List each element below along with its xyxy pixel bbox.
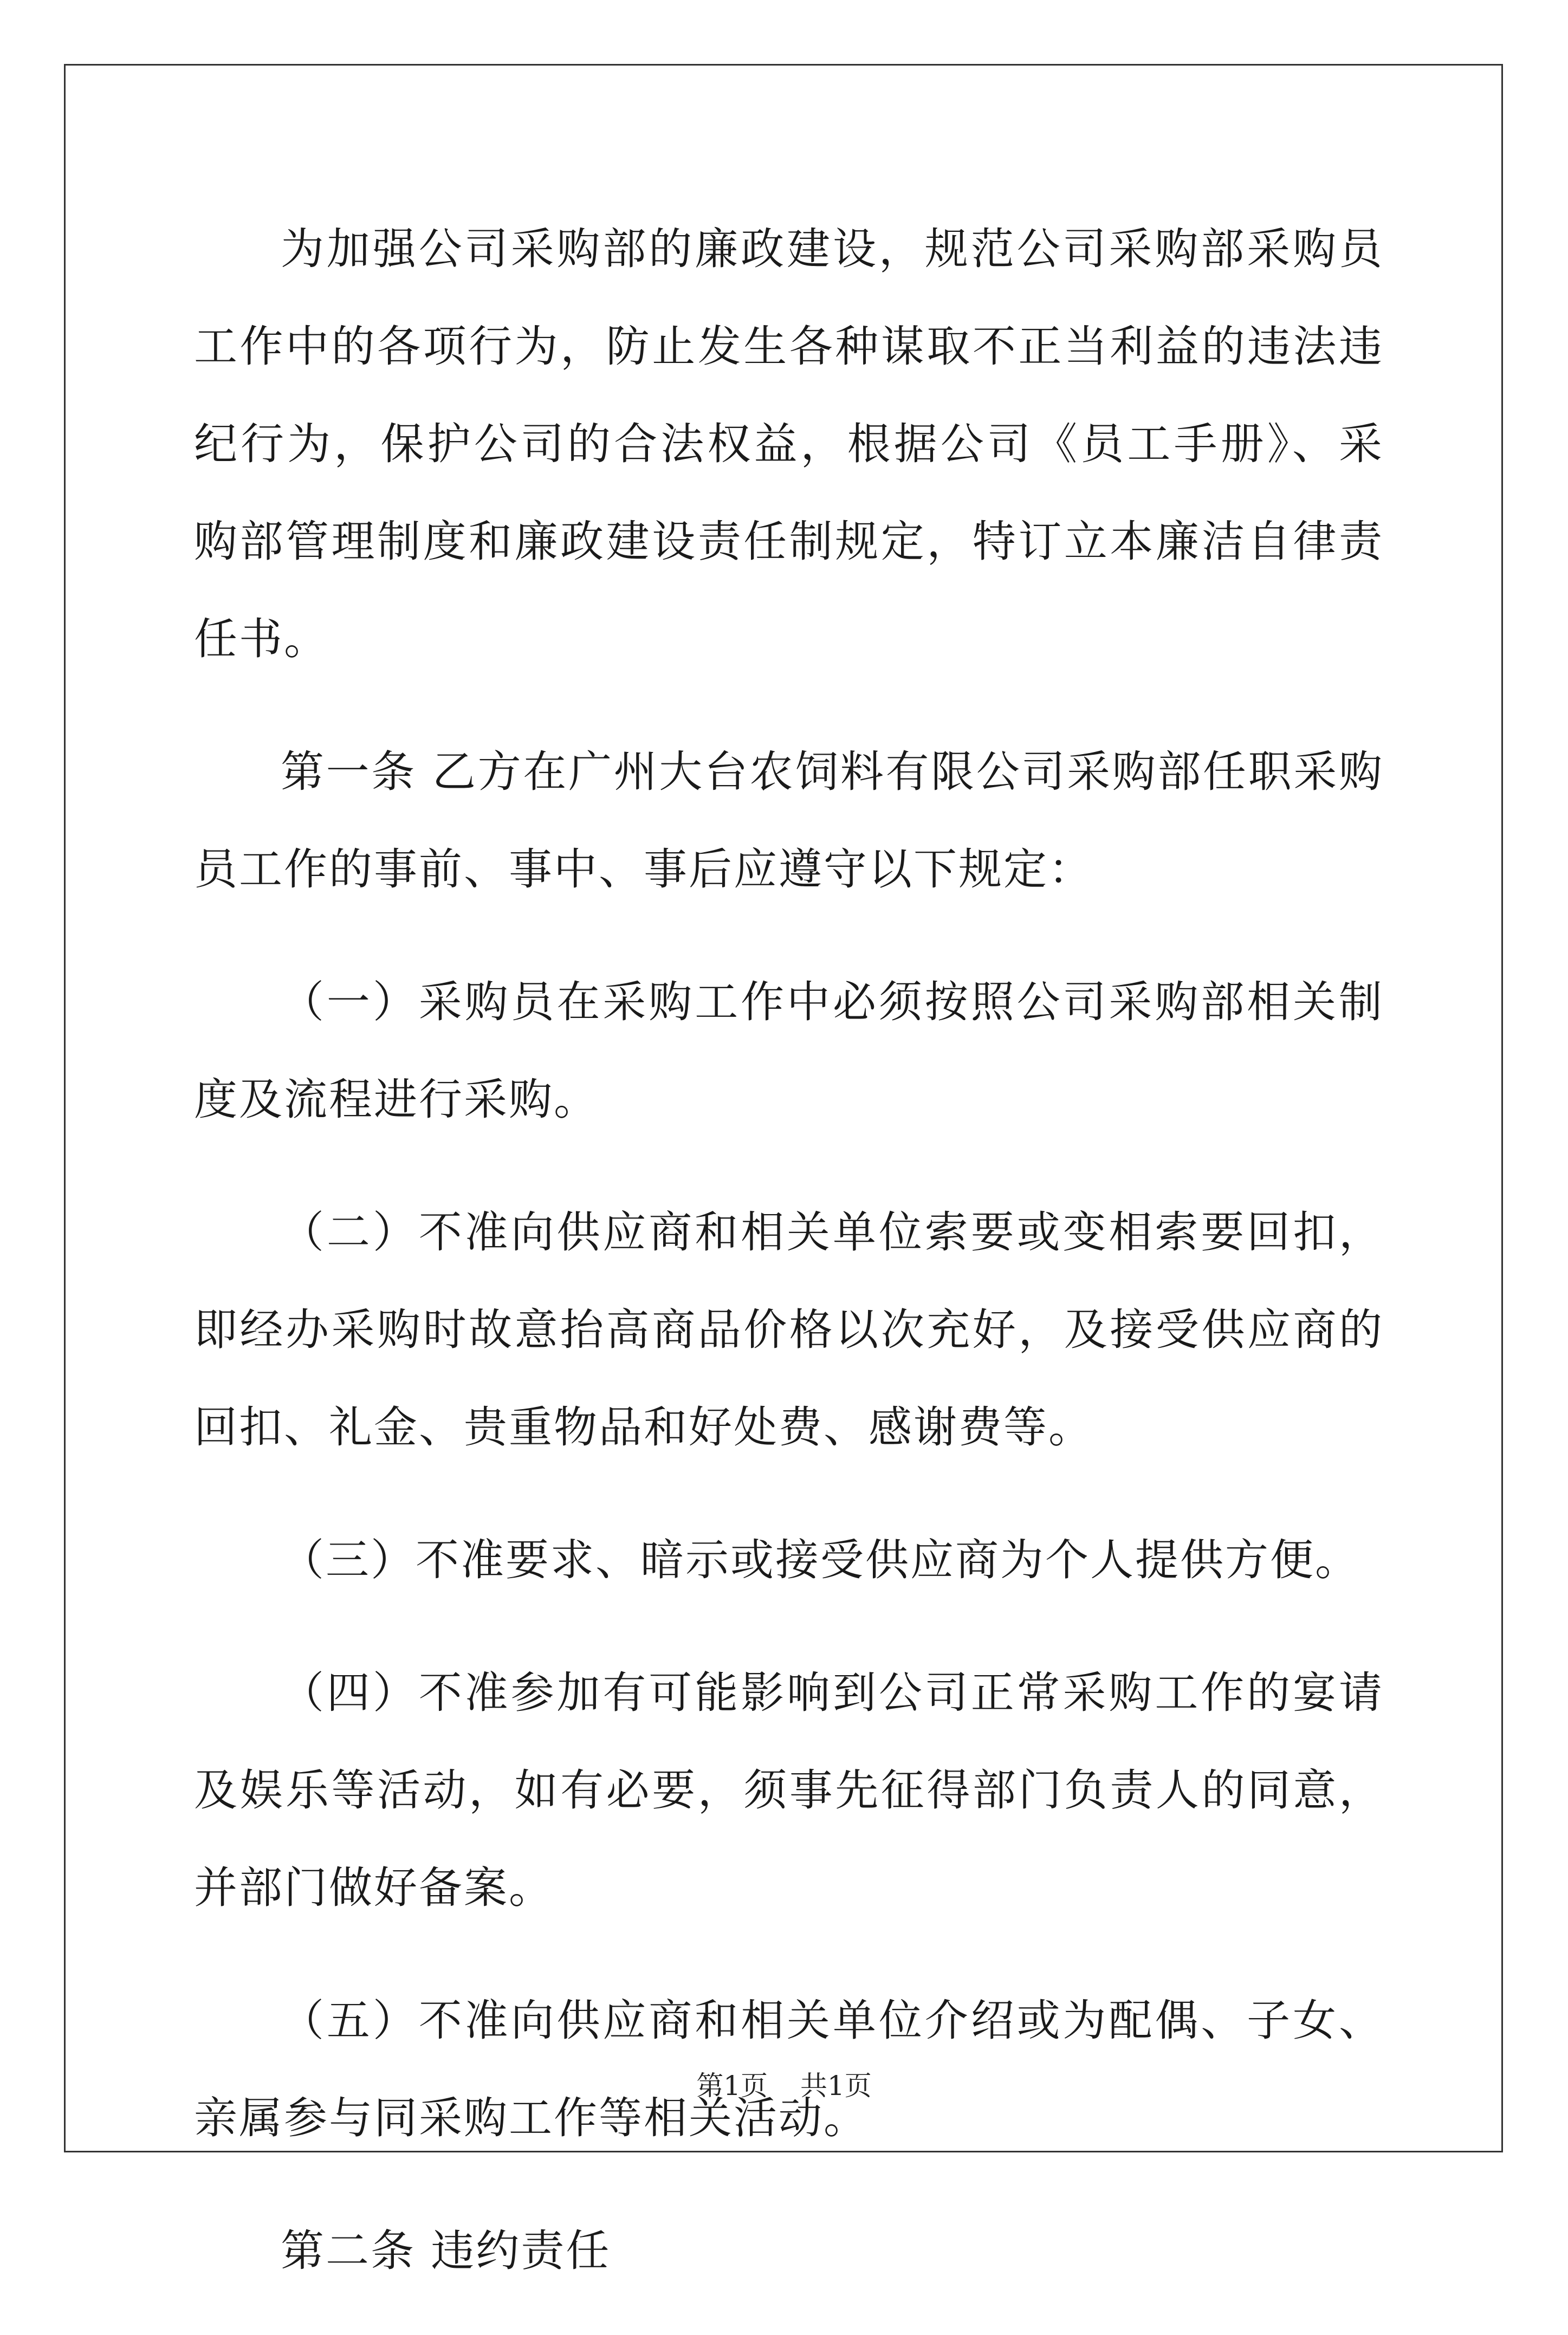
paragraph-clause-1: （一）采购员在采购工作中必须按照公司采购部相关制度及流程进行采购。 <box>194 977 1384 1125</box>
paragraph-clause-5: （五）不准向供应商和相关单位介绍或为配偶、子女、亲属参与同采购工作等相关活动。 <box>194 1995 1384 2143</box>
paragraph-article-1: 第一条 乙方在广州大台农饲料有限公司采购部任职采购员工作的事前、事中、事后应遵守以下规定： <box>194 747 1384 894</box>
page-footer <box>0 2070 1568 2102</box>
paragraph-article-2: 第二条 违约责任 <box>281 2226 611 2276</box>
paragraph-clause-4: （四）不准参加有可能影响到公司正常采购工作的宴请及娱乐等活动，如有必要，须事先征得部门负责人的同意，并部门做好备案。 <box>194 1668 1384 1913</box>
paragraph-intro: 为加强公司采购部的廉政建设，规范公司采购部采购员工作中的各项行为，防止发生各种谋取不正当利益的违法违纪行为，保护公司的合法权益，根据公司《员工手册》、采购部管理制度和廉政建设责任制规定，特订立本廉洁自律责任书。 <box>194 224 1384 664</box>
document-body <box>194 200 1384 2335</box>
paragraph-clause-3: （三）不准要求、暗示或接受供应商为个人提供方便。 <box>281 1535 1360 1585</box>
page-number-total: 共1页 <box>800 2070 872 2102</box>
paragraph-clause-2: （二）不准向供应商和相关单位索要或变相索要回扣，即经办采购时故意抬高商品价格以次充好，及接受供应商的回扣、礼金、贵重物品和好处费、感谢费等。 <box>194 1207 1384 1452</box>
page-number-current: 第1页 <box>696 2070 768 2102</box>
